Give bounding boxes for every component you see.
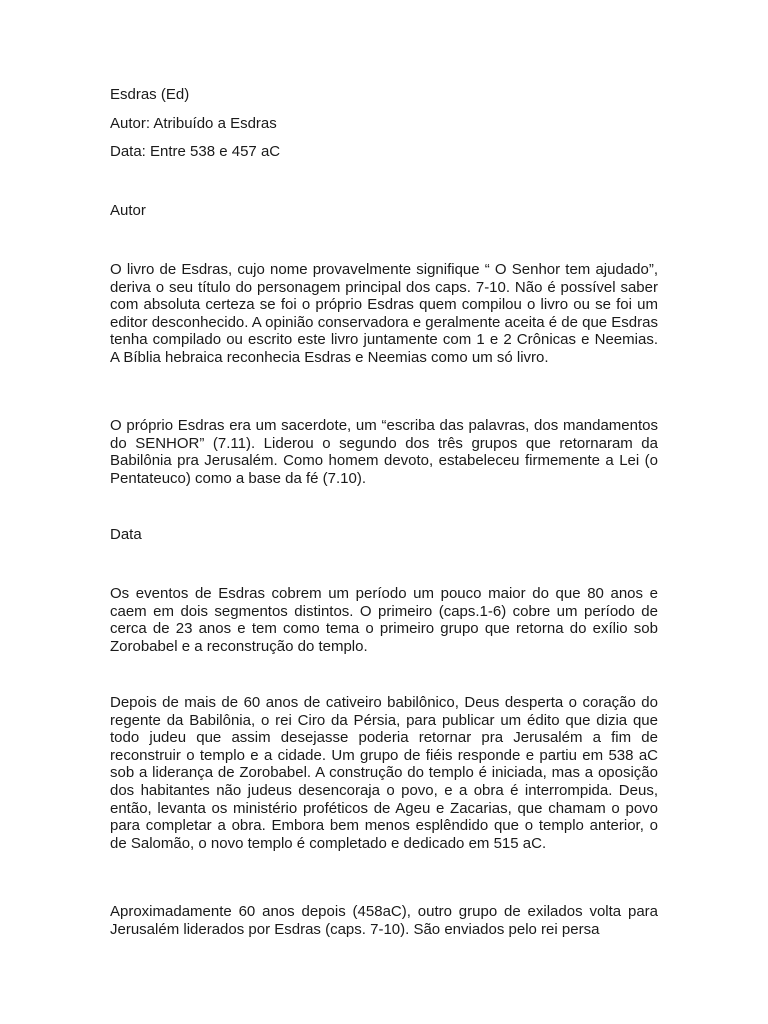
paragraph-data-2: Depois de mais de 60 anos de cativeiro babilônico, Deus desperta o coração do regente da Babilônia, o rei Ciro da Pérsia, para publicar um édito que dizia que todo judeu que assim desejasse poderia retornar pra Jerusalém a fim de reconstruir o templo e a cidade. Um grupo de fiéis responde e partiu em 538 aC sob a liderança de Zorobabel. A construção do templo é iniciada, mas a oposição dos habitantes não judeus desencoraja o povo, e a obra é interrompida. Deus, então, levanta os ministério proféticos de Ageu e Zacarias, que chamam o povo para completar a obra. Embora bem menos esplêndido que o templo anterior, o de Salomão, o novo templo é completado e dedicado em 515 aC.: [110, 694, 658, 852]
paragraph-data-1: Os eventos de Esdras cobrem um período um pouco maior do que 80 anos e caem em dois segmentos distintos. O primeiro (caps.1-6) cobre um período de cerca de 23 anos e tem como tema o primeiro grupo que retorna do exílio sob Zorobabel e a reconstrução do templo.: [110, 585, 658, 655]
date-line: Data: Entre 538 e 457 aC: [110, 143, 281, 160]
section-heading-autor: Autor: [110, 202, 146, 219]
author-line: Autor: Atribuído a Esdras: [110, 115, 277, 132]
paragraph-data-3: Aproximadamente 60 anos depois (458aC), outro grupo de exilados volta para Jerusalém liderados por Esdras (caps. 7-10). São enviados pelo rei persa: [110, 903, 658, 938]
section-heading-data: Data: [110, 526, 142, 543]
document-title: Esdras (Ed): [110, 86, 190, 103]
paragraph-autor-1: O livro de Esdras, cujo nome provavelmente signifique “ O Senhor tem ajudado”, deriva o seu título do personagem principal dos caps. 7-10. Não é possível saber com absoluta certeza se foi o próprio Esdras quem compilou o livro ou se foi um editor desconhecido. A opinião conservadora e geralmente aceita é de que Esdras tenha compilado ou escrito este livro juntamente com 1 e 2 Crônicas e Neemias. A Bíblia hebraica reconhecia Esdras e Neemias como um só livro.: [110, 261, 658, 366]
paragraph-autor-2: O próprio Esdras era um sacerdote, um “escriba das palavras, dos mandamentos do SENHOR” (7.11). Liderou o segundo dos três grupos que retornaram da Babilônia pra Jerusalém. Como homem devoto, estabeleceu firmemente a Lei (o Pentateuco) como a base da fé (7.10).: [110, 417, 658, 487]
